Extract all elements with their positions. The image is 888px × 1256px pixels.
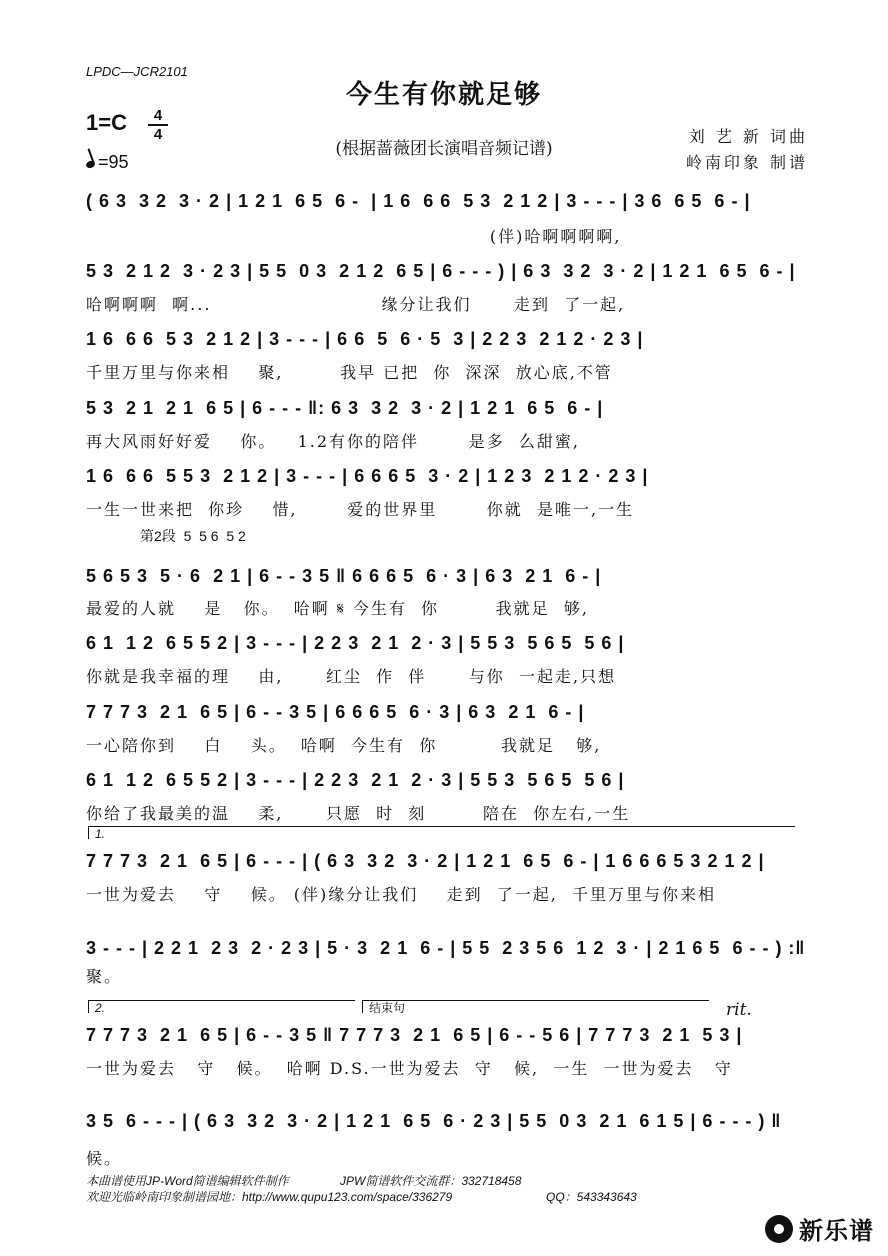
system-1-notes: ( 6 3 3 2 3 · 2 | 1 2 1 6 5 6 - | 1 6 6 6 5 3 2 1 2 | 3 - - - | 3 6 6 5 6 - |: [86, 191, 751, 211]
footer-qq: QQ：543343643: [546, 1190, 637, 1204]
coda-label: 结束句: [362, 1000, 709, 1013]
system-6-lyric: 最爱的人就 是 你。 哈啊 𝄋 今生有 你 我就足 够,: [86, 599, 589, 618]
key-signature: 1=C: [86, 110, 127, 135]
system-8-notes: 7 7 7 3 2 1 6 5 | 6 - - 3 5 | 6 6 6 5 6 · 3 | 6 3 2 1 6 - |: [86, 702, 585, 722]
system-9-notes: 6 1 1 2 6 5 5 2 | 3 - - - | 2 2 3 2 1 2 · 3 | 5 5 3 5 6 5 5 6 |: [86, 770, 625, 790]
system-12-lyric: 一世为爱去 守 候。 哈啊 D.S.一世为爱去 守 候, 一生 一世为爱去 守: [86, 1059, 733, 1078]
system-7-lyric: 你就是我幸福的理 由, 红尘 作 伴 与你 一起走,只想: [86, 667, 617, 686]
system-3-notes: 1 6 6 6 5 3 2 1 2 | 3 - - - | 6 6 5 6 · 5 3 | 2 2 3 2 1 2 · 2 3 |: [86, 329, 644, 349]
credit-lyrics-music: 刘 艺 新 词曲: [688, 127, 808, 146]
footer-website: 欢迎光临岭南印象制谱园地：http://www.qupu123.com/space/336279: [86, 1190, 453, 1204]
ritardando-marking: rit.: [726, 1000, 752, 1020]
song-title: 今生有你就足够: [345, 80, 542, 110]
quarter-note-icon: [85, 160, 96, 170]
brand-name: 新乐谱: [799, 1217, 874, 1245]
system-8-lyric: 一心陪你到 白 头。 哈啊 今生有 你 我就足 够,: [86, 736, 602, 755]
time-signature: [148, 108, 168, 142]
song-subtitle: (根据蔷薇团长演唱音频记谱): [335, 139, 553, 159]
system-2-notes: 5 3 2 1 2 3 · 2 3 | 5 5 0 3 2 1 2 6 5 | 6 - - - ) | 6 3 3 2 3 · 2 | 1 2 1 6 5 6 - |: [86, 261, 796, 281]
system-12-notes: 7 7 7 3 2 1 6 5 | 6 - - 3 5 ‖ 7 7 7 3 2 1 6 5 | 6 - - 5 6 | 7 7 7 3 2 1 5 3 |: [86, 1025, 743, 1045]
tempo-marking: [86, 152, 129, 173]
system-13-lyric: 候。: [86, 1149, 123, 1168]
second-verse-variant: 第2段 5 5 6 5 2: [140, 528, 246, 544]
footer-software-note: 本曲谱使用JP-Word简谱编辑软件制作: [86, 1174, 289, 1188]
system-9-lyric: 你给了我最美的温 柔, 只愿 时 刻 陪在 你左右,一生: [86, 804, 631, 823]
system-10-lyric: 一世为爱去 守 候。 (伴)缘分让我们 走到 了一起, 千里万里与你来相: [86, 885, 717, 904]
credit-score-maker: 岭南印象 制谱: [685, 153, 808, 172]
system-3-lyric: 千里万里与你来相 聚, 我早 已把 你 深深 放心底,不管: [86, 363, 613, 382]
system-6-notes: 5 6 5 3 5 · 6 2 1 | 6 - - 3 5 ‖ 6 6 6 5 6 · 3 | 6 3 2 1 6 - |: [86, 566, 602, 586]
time-signature-top: 4: [153, 107, 163, 124]
system-4-lyric: 再大风雨好好爱 你。 1.2有你的陪伴 是多 么甜蜜,: [86, 432, 580, 451]
brand-logo: [765, 1211, 874, 1246]
time-signature-bottom: 4: [153, 126, 163, 143]
system-13-notes: 3 5 6 - - - | ( 6 3 3 2 3 · 2 | 1 2 1 6 5 6 · 2 3 | 5 5 0 3 2 1 6 1 5 | 6 - - - ) ‖: [86, 1111, 782, 1131]
system-11-lyric: 聚。: [86, 967, 123, 986]
system-7-notes: 6 1 1 2 6 5 5 2 | 3 - - - | 2 2 3 2 1 2 · 3 | 5 5 3 5 6 5 5 6 |: [86, 633, 625, 653]
system-5-notes: 1 6 6 6 5 5 3 2 1 2 | 3 - - - | 6 6 6 5 3 · 2 | 1 2 3 2 1 2 · 2 3 |: [86, 466, 649, 486]
score-code: LPDC—JCR2101: [86, 64, 188, 79]
system-10-notes: 7 7 7 3 2 1 6 5 | 6 - - - | ( 6 3 3 2 3 · 2 | 1 2 1 6 5 6 - | 1 6 6 6 5 3 2 1 2 |: [86, 851, 765, 871]
system-1-lyric: (伴)哈啊啊啊啊,: [86, 227, 622, 246]
volta-second-ending: 2.: [88, 1000, 355, 1013]
footer-group-number: JPW简谱软件交流群：332718458: [340, 1174, 522, 1188]
tempo-value: =95: [98, 152, 129, 172]
system-5-lyric: 一生一世来把 你珍 惜, 爱的世界里 你就 是唯一,一生: [86, 500, 635, 519]
volta-first-ending: 1.: [88, 826, 795, 839]
system-2-lyric: 哈啊啊啊 啊... 缘分让我们 走到 了一起,: [86, 295, 626, 314]
system-4-notes: 5 3 2 1 2 1 6 5 | 6 - - - ‖: 6 3 3 2 3 · 2 | 1 2 1 6 5 6 - |: [86, 398, 604, 418]
system-11-notes: 3 - - - | 2 2 1 2 3 2 · 2 3 | 5 · 3 2 1 6 - | 5 5 2 3 5 6 1 2 3 · | 2 1 6 5 6 - - ) :‖: [86, 938, 806, 958]
vinyl-record-icon: [765, 1215, 793, 1243]
